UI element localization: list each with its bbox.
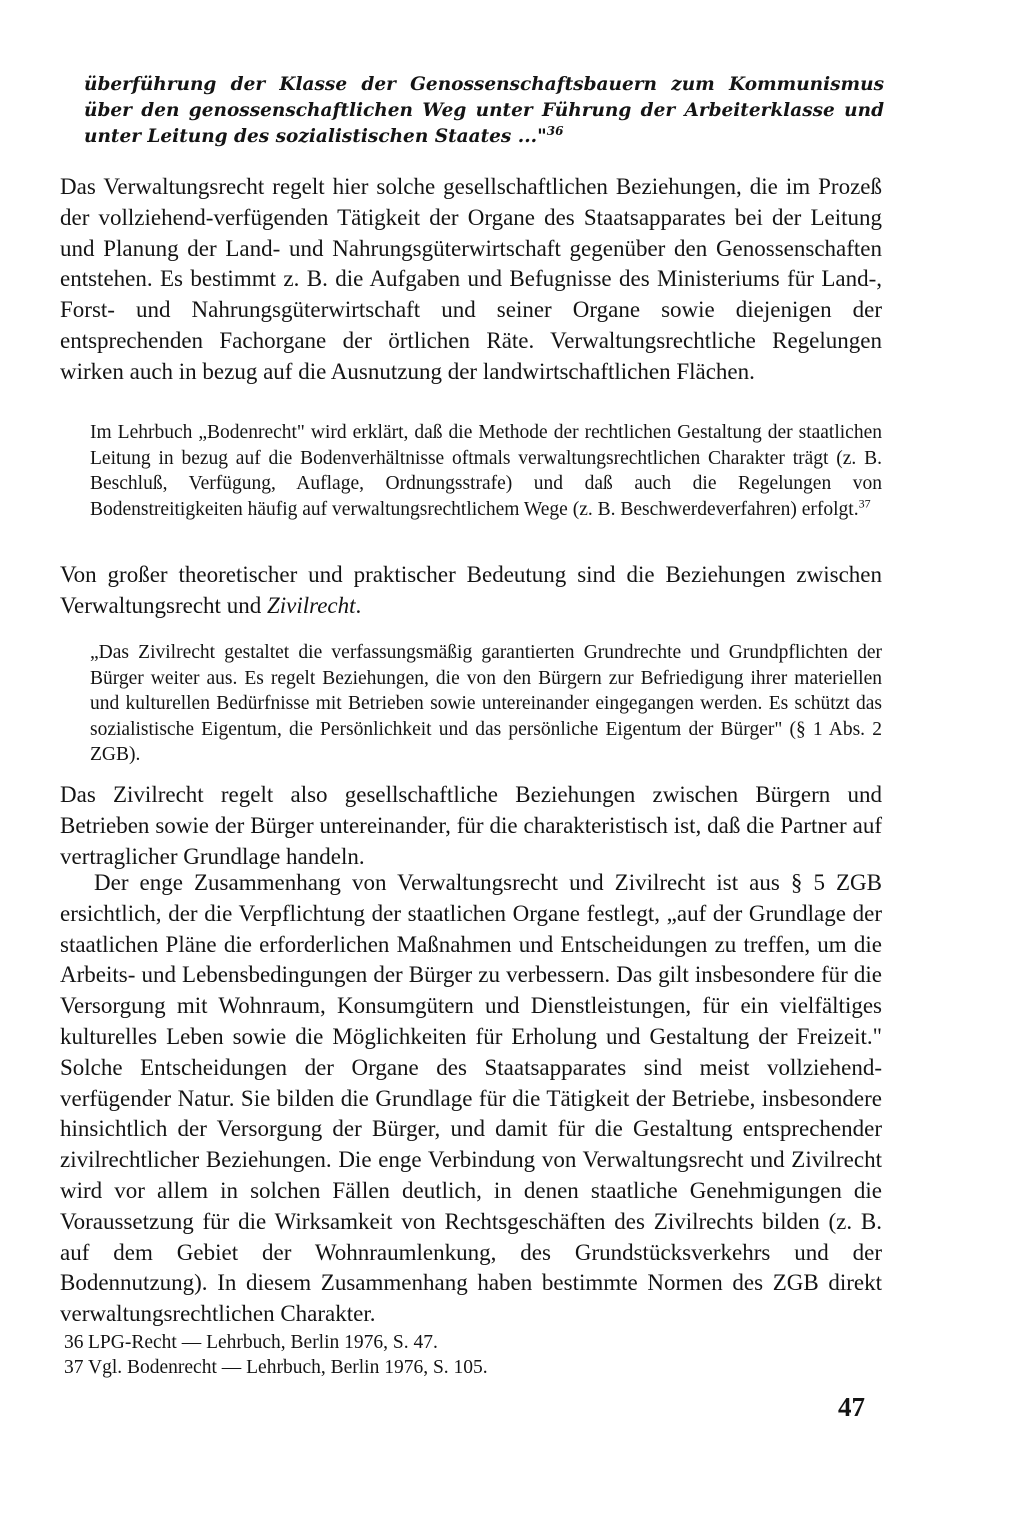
quote-bodenrecht [90,420,882,522]
footnote-text: Vgl. Bodenrecht — Lehrbuch, Berlin 1976, S. 105. [88,1357,488,1378]
footnote-number: 37 [64,1357,84,1378]
paragraph-administrative-law: Das Verwaltungsrecht regelt hier solche gesellschaftlichen Beziehungen, die im Prozeß der vollziehend-verfügenden Tätigkeit der Organe des Staatsapparates bei der Leitung und Planung der Land- und Nahrungsgüterwirtschaft gegenüber den Genossenschaften entstehen. Es bestimmt z. B. die Aufgaben und Befugnisse des Ministeriums für Land-, Forst- und Nahrungsgüterwirtschaft und seiner Organe sowie diejenigen der entsprechenden Fachorgane der örtlichen Räte. Verwaltungsrechtliche Regelungen wirken auch in bezug auf die Ausnutzung der landwirtschaftlichen Flächen. [60,174,882,384]
quote-continuation [84,72,884,150]
paragraph-civil-law-relation [60,560,882,622]
footnote-36 [64,1330,884,1355]
quote-zgb: „Das Zivilrecht gestaltet die verfassungsmäßig garantierten Grundrechte und Grundpflichten der Bürger weiter aus. Es regelt Beziehungen, die von den Bürgern zur Befriedigung ihrer materiellen und kulturellen Bedürfnisse mit Betrieben sowie untereinander eingegangen werden. Es schützt das sozialistische Eigentum, die Persönlichkeit und das persönliche Eigentum der Bürger" (§ 1 Abs. 2 ZGB). [90,642,882,766]
page-number: 47 [838,1392,865,1422]
footnote-ref-37: 37 [858,496,871,511]
quote-continuation-text: überführung der Klasse der Genossenschaftsbauern zum Kommunismus über den genossenschaftlichen Weg unter Führung der Arbeiterklasse und unter Leitung des sozialistischen Staates ..." [84,74,884,147]
paragraph-close-connection: Der enge Zusammenhang von Verwaltungsrecht und Zivilrecht ist aus § 5 ZGB ersichtlich, der die Verpflichtung der staatlichen Organe festlegt, „auf der Grundlage der staatlichen Pläne die erforderlichen Maßnahmen und Entscheidungen zu treffen, um die Arbeits- und Lebensbedingungen der Bürger zu verbessern. Das gilt insbesondere für die Versorgung mit Wohnraum, Konsumgütern und Dienstleistungen, für ein vielfältiges kulturelles Leben sowie die Möglichkeiten für Erholung und Gestaltung der Freizeit." Solche Entscheidungen der Organe des Staatsapparates sind meist vollziehend-verfügender Natur. Sie bilden die Grundlage für die Tätigkeit der Betriebe, insbesondere hinsichtlich der Versorgung der Bürger, und damit für die Gestaltung entsprechender zivilrechtlicher Beziehungen. Die enge Verbindung von Verwaltungsrecht und Zivilrecht wird vor allem in solchen Fällen deutlich, in denen staatliche Genehmigungen die Voraussetzung für die Wirksamkeit von Rechtsgeschäften des Zivilrechts bilden (z. B. auf dem Gebiet der Wohnraumlenkung, des Grundstücksverkehrs und der Bodennutzung). In diesem Zusammenhang haben bestimmte Normen des ZGB direkt verwaltungsrechtlichen Charakter. [60,870,882,1327]
footnote-ref-36: 36 [546,123,564,138]
footnotes [64,1330,884,1380]
quote-bodenrecht-text: Im Lehrbuch „Bodenrecht" wird erklärt, daß die Methode der rechtlichen Gestaltung der staatlichen Leitung in bezug auf die Bodenverhältnisse oftmals verwaltungsrechtlichen Charakter trägt (z. B. Beschluß, Verfügung, Auflage, Ordnungsstrafe) und daß auch die Regelungen von Bodenstreitigkeiten häufig auf verwaltungsrechtlichem Wege (z. B. Beschwerdeverfahren) erfolgt. [90,422,882,520]
paragraph-civil-law-definition: Das Zivilrecht regelt also gesellschaftliche Beziehungen zwischen Bürgern und Betrieben sowie der Bürger untereinander, für die charakteristisch ist, daß die Partner auf vertraglicher Grundlage handeln. [60,782,882,869]
paragraph-civil-law-relation-text: Von großer theoretischer und praktischer Bedeutung sind die Beziehungen zwischen Verwaltungsrecht und [60,562,882,618]
paragraph-end: . [355,592,362,618]
footnote-number: 36 [64,1332,84,1353]
footnote-text: LPG-Recht — Lehrbuch, Berlin 1976, S. 47. [88,1332,438,1353]
footnote-37 [64,1355,884,1380]
emphasis-zivilrecht: Zivilrecht [266,592,356,618]
